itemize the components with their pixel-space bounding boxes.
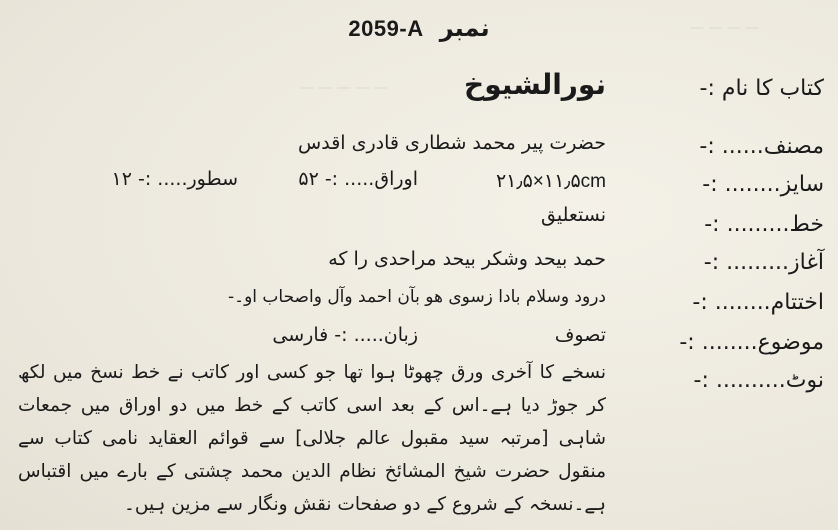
label-ending [692, 290, 824, 315]
lines-label: سطور..... [157, 168, 238, 190]
record-number-label: نمبر [439, 14, 490, 42]
author-value: حضرت پیر محمد شطاری قادری اقدس [298, 132, 606, 154]
label-text: سایز........ [724, 172, 824, 197]
label-text: کتاب کا نام [721, 76, 824, 101]
subject-value: تصوف [554, 324, 606, 346]
record-number-heading [0, 14, 838, 42]
label-sep: :- [703, 250, 720, 275]
lines-sep: :- [137, 168, 152, 190]
size-value: ۲۱٫۵×۱۱٫۵cm [495, 171, 606, 192]
lines-value: ۱۲ [111, 168, 132, 190]
beginning-value: حمد بیحد وشکر بیحد مراحدی را که [328, 248, 606, 270]
label-sep: :- [702, 172, 718, 197]
ending-value: درود وسلام بادا زسوی هو بآن احمد وآل واصحاب او۔- [227, 287, 606, 307]
label-book-name [700, 76, 825, 101]
label-beginning [704, 250, 824, 275]
lines-field [112, 168, 238, 190]
script-value: نستعلیق [540, 204, 606, 226]
label-size [702, 172, 824, 197]
label-subject [679, 330, 824, 355]
pages-label: اوراق..... [344, 168, 418, 190]
language-field [272, 324, 418, 346]
language-label: زبان..... [353, 324, 418, 346]
note-paragraph: نسخے کا آخری ورق چھوٹا ہوا تھا جو کسی اور کاتب نے خط نسخ میں لکھ کر جوڑ دیا ہے۔اس کے بعد اسی کاتب کے خط میں دو اوراق میں جمعات شاہی [مرتبہ سید مقبول عالم جلالی] سے قوائم العقاید نامی کتاب سے منقول حضرت شیخ المشائخ نظام الدین محمد چشتی کے بارے میں اقتباس ہے۔نسخہ کے شروع کے دو صفحات نقش ونگار سے مزین ہیں۔ [18, 362, 606, 515]
label-sep: :- [693, 368, 709, 393]
label-sep: :- [679, 330, 695, 355]
bleed-through-text: — — — — [690, 20, 760, 36]
pages-field [298, 168, 418, 190]
label-author [699, 134, 824, 159]
label-text: خط......... [726, 212, 824, 237]
label-sep: :- [692, 290, 708, 315]
language-value: فارسی [272, 324, 329, 346]
label-sep: :- [699, 76, 715, 101]
label-text: موضوع........ [701, 330, 824, 355]
bleed-through-text: — — — — — [300, 80, 388, 96]
record-number: 2059-A [348, 16, 424, 41]
label-text: آغاز......... [726, 250, 824, 275]
label-script [704, 212, 824, 237]
label-sep: :- [699, 134, 715, 159]
label-text: نوٹ.......... [715, 368, 824, 393]
label-text: اختتام........ [714, 290, 824, 315]
language-sep: :- [334, 324, 348, 346]
label-text: مصنف...... [721, 134, 824, 159]
label-sep: :- [704, 212, 720, 237]
book-name-value: نورالشیوخ [464, 68, 606, 101]
label-note [694, 368, 825, 393]
pages-sep: :- [324, 168, 339, 190]
pages-value: ۵۲ [298, 168, 319, 190]
